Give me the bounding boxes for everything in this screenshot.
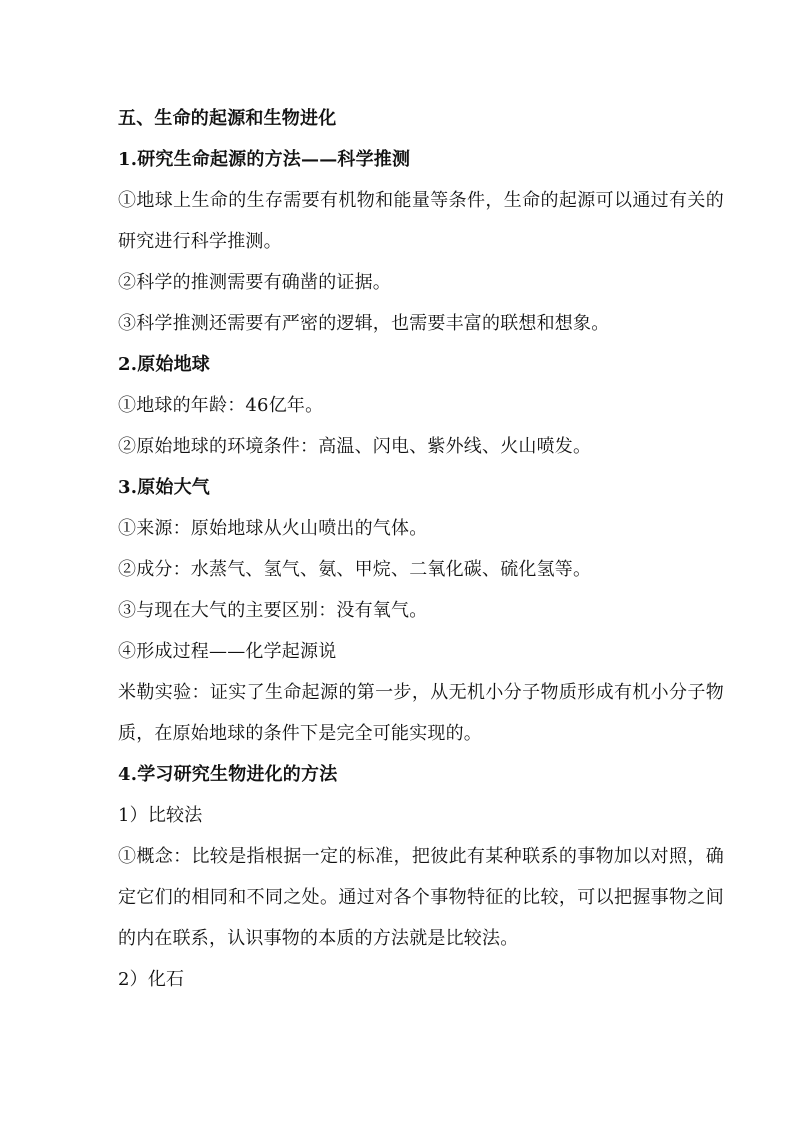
paragraph: 1）比较法 — [118, 805, 203, 826]
paragraph: ①地球的年龄：46亿年。 — [118, 395, 324, 416]
paragraph: ①地球上生命的生存需要有机物和能量等条件，生命的起源可以通过有关的研究进行科学推测。 — [118, 190, 724, 252]
paragraph: ①概念：比较是指根据一定的标准，把彼此有某种联系的事物加以对照，确定它们的相同和不同之处。通过对各个事物特征的比较，可以把握事物之间的内在联系，认识事物的本质的方法就是比较法。 — [118, 846, 724, 949]
paragraph: ②原始地球的环境条件：高温、闪电、紫外线、火山喷发。 — [118, 436, 592, 457]
paragraph: ④形成过程——化学起源说 — [118, 641, 337, 662]
subsection-heading: 2.原始地球 — [118, 354, 210, 375]
paragraph: ①来源：原始地球从火山喷出的气体。 — [118, 518, 428, 539]
subsection-heading: 1.研究生命起源的方法——科学推测 — [118, 149, 411, 170]
subsection-heading: 3.原始大气 — [118, 477, 210, 498]
paragraph: ②科学的推测需要有确凿的证据。 — [118, 272, 391, 293]
paragraph: ③与现在大气的主要区别：没有氧气。 — [118, 600, 428, 621]
section-title: 五、生命的起源和生物进化 — [118, 108, 337, 129]
paragraph: 2）化石 — [118, 969, 185, 990]
paragraph: ③科学推测还需要有严密的逻辑，也需要丰富的联想和想象。 — [118, 313, 610, 334]
paragraph: ②成分：水蒸气、氢气、氨、甲烷、二氧化碳、硫化氢等。 — [118, 559, 592, 580]
document-content — [118, 98, 724, 1000]
subsection-heading: 4.学习研究生物进化的方法 — [118, 764, 338, 785]
paragraph: 米勒实验：证实了生命起源的第一步，从无机小分子物质形成有机小分子物质，在原始地球的条件下是完全可能实现的。 — [118, 682, 724, 744]
